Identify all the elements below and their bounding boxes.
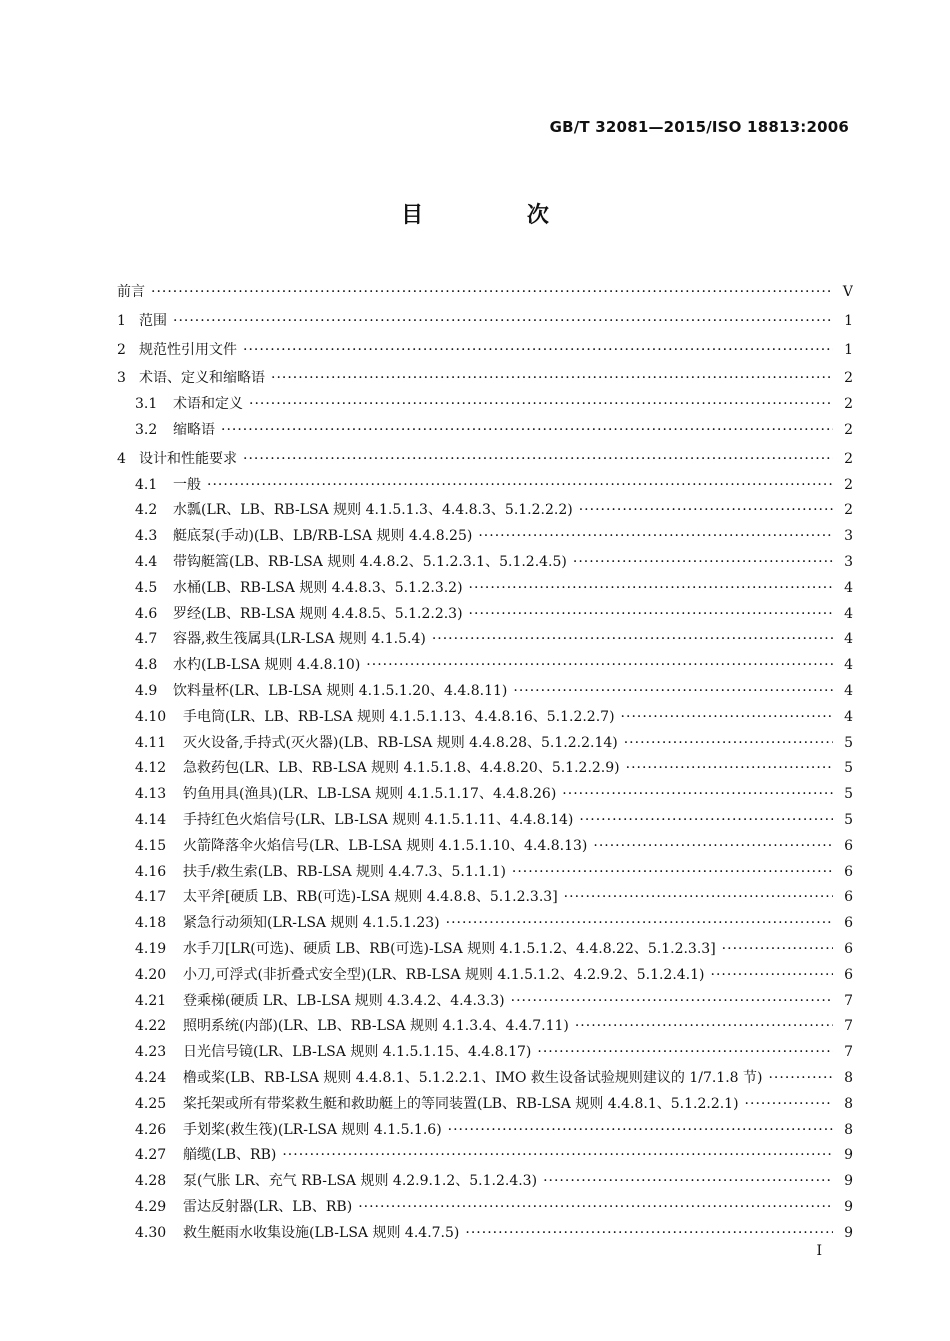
toc-entry-page: 7: [844, 1018, 853, 1035]
toc-entry-label: 前言: [117, 284, 145, 300]
toc-entry[interactable]: [117, 551, 853, 577]
toc-entry[interactable]: [117, 474, 853, 500]
toc-entry-number: 4.29: [135, 1198, 167, 1215]
toc-leader-dots: [621, 709, 833, 725]
toc-entry-page: V: [842, 284, 853, 300]
toc-entry-page: 4: [844, 605, 853, 622]
toc-entry-page: 1: [844, 312, 853, 329]
toc-entry-page: 4: [844, 631, 853, 648]
toc-leader-dots: [511, 993, 833, 1009]
toc-entry[interactable]: [117, 393, 853, 419]
toc-entry-label: 水杓(LB-LSA 规则 4.4.8.10): [173, 657, 361, 674]
toc-entry-number: 3: [117, 370, 126, 387]
toc-entry-number: 4.18: [135, 915, 167, 932]
toc-leader-dots: [624, 735, 833, 751]
toc-entry-number: 4: [117, 450, 126, 467]
toc-entry-label: 日光信号镜(LR、LB-LSA 规则 4.1.5.1.15、4.4.8.17): [183, 1044, 532, 1061]
toc-leader-dots: [562, 786, 833, 802]
toc-entry-label: 范围: [139, 312, 167, 329]
toc-entry[interactable]: [117, 809, 853, 835]
toc-entry[interactable]: [117, 912, 853, 938]
toc-entry-label: 照明系统(内部)(LR、LB、RB-LSA 规则 4.1.3.4、4.4.7.11): [183, 1018, 569, 1035]
toc-entry-number: 4.1: [135, 476, 158, 493]
toc-leader-dots: [243, 342, 833, 358]
toc-entry-number: 4.10: [135, 708, 167, 725]
toc-entry[interactable]: [117, 757, 853, 783]
toc-entry[interactable]: [117, 964, 853, 990]
toc-entry-number: 4.20: [135, 966, 167, 983]
toc-entry-label: 设计和性能要求: [139, 450, 237, 467]
toc-entry-number: 4.3: [135, 528, 158, 545]
toc-leader-dots: [282, 1147, 833, 1163]
toc-entry-label: 术语和定义: [173, 396, 243, 413]
table-of-contents: [117, 281, 853, 1247]
toc-leader-dots: [512, 864, 833, 880]
standard-code: GB/T 32081—2015/ISO 18813:2006: [549, 118, 849, 136]
toc-entry-number: 4.24: [135, 1069, 167, 1086]
toc-entry-page: 9: [844, 1224, 853, 1241]
toc-leader-dots: [243, 451, 833, 467]
toc-entry-number: 4.8: [135, 657, 158, 674]
toc-entry-page: 2: [844, 476, 853, 493]
toc-entry[interactable]: [117, 628, 853, 654]
toc-entry-page: 2: [844, 450, 853, 467]
toc-leader-dots: [768, 1070, 833, 1086]
toc-entry[interactable]: [117, 886, 853, 912]
toc-entry-number: 4.12: [135, 760, 167, 777]
toc-entry-number: 4.17: [135, 889, 167, 906]
toc-entry-label: 艏缆(LB、RB): [183, 1147, 277, 1164]
toc-entry-label: 紧急行动须知(LR-LSA 规则 4.1.5.1.23): [183, 915, 440, 932]
toc-entry[interactable]: [117, 499, 853, 525]
toc-leader-dots: [537, 1044, 833, 1060]
toc-entry-page: 5: [844, 760, 853, 777]
toc-entry-page: 6: [844, 863, 853, 880]
toc-entry[interactable]: [117, 938, 853, 964]
toc-entry[interactable]: [117, 1119, 853, 1145]
toc-entry-number: 4.4: [135, 553, 158, 570]
toc-entry-page: 6: [844, 889, 853, 906]
toc-leader-dots: [469, 606, 833, 622]
toc-entry[interactable]: [117, 783, 853, 809]
toc-entry[interactable]: [117, 1144, 853, 1170]
toc-entry-label: 救生艇雨水收集设施(LB-LSA 规则 4.4.7.5): [183, 1224, 460, 1241]
toc-entry-label: 缩略语: [173, 421, 215, 438]
toc-leader-dots: [221, 422, 833, 438]
toc-leader-dots: [358, 1199, 833, 1215]
toc-entry-number: 4.5: [135, 579, 158, 596]
toc-entry-page: 4: [844, 708, 853, 725]
toc-entry-page: 1: [844, 341, 853, 358]
toc-entry[interactable]: [117, 1067, 853, 1093]
toc-entry[interactable]: [117, 1196, 853, 1222]
toc-entry[interactable]: [117, 310, 853, 336]
toc-entry-number: 4.6: [135, 605, 158, 622]
toc-entry-number: 4.26: [135, 1121, 167, 1138]
toc-entry-number: 4.22: [135, 1018, 167, 1035]
toc-entry-page: 6: [844, 837, 853, 854]
toc-entry-label: 水瓢(LR、LB、RB-LSA 规则 4.1.5.1.3、4.4.8.3、5.1.2.2.2): [173, 502, 573, 519]
toc-entry-label: 扶手/救生索(LB、RB-LSA 规则 4.4.7.3、5.1.1.1): [183, 863, 506, 880]
toc-entry[interactable]: [117, 732, 853, 758]
toc-entry-label: 术语、定义和缩略语: [139, 370, 265, 387]
toc-entry[interactable]: [117, 1041, 853, 1067]
toc-entry-number: 4.19: [135, 940, 167, 957]
toc-leader-dots: [448, 1122, 833, 1138]
toc-entry-label: 手划桨(救生筏)(LR-LSA 规则 4.1.5.1.6): [183, 1121, 442, 1138]
toc-entry-number: 4.30: [135, 1224, 167, 1241]
toc-entry-number: 4.9: [135, 682, 158, 699]
toc-entry-label: 水手刀[LR(可选)、硬质 LB、RB(可选)-LSA 规则 4.1.5.1.2、4.4.8.22、5.1.2.3.3]: [183, 940, 716, 957]
toc-entry-page: 8: [844, 1069, 853, 1086]
toc-leader-dots: [249, 396, 833, 412]
toc-leader-dots: [626, 760, 833, 776]
toc-leader-dots: [513, 683, 833, 699]
toc-leader-dots: [151, 284, 833, 300]
toc-leader-dots: [271, 370, 833, 386]
toc-leader-dots: [446, 915, 833, 931]
toc-entry-label: 泵(气胀 LR、充气 RB-LSA 规则 4.2.9.1.2、5.1.2.4.3): [183, 1173, 538, 1190]
toc-entry[interactable]: [117, 367, 853, 393]
toc-entry-page: 9: [844, 1173, 853, 1190]
toc-entry-label: 艇底泵(手动)(LB、LB/RB-LSA 规则 4.4.8.25): [173, 528, 473, 545]
toc-entry-number: 4.27: [135, 1147, 167, 1164]
toc-leader-dots: [579, 812, 833, 828]
toc-entry-page: 6: [844, 940, 853, 957]
page-folio: I: [816, 1243, 822, 1259]
toc-leader-dots: [573, 554, 833, 570]
toc-entry-page: 5: [844, 734, 853, 751]
toc-entry-page: 6: [844, 915, 853, 932]
toc-entry-page: 3: [844, 528, 853, 545]
toc-entry-label: 罗经(LB、RB-LSA 规则 4.4.8.5、5.1.2.2.3): [173, 605, 463, 622]
toc-leader-dots: [579, 502, 833, 518]
toc-title: 目 次: [401, 203, 597, 228]
toc-entry-page: 6: [844, 966, 853, 983]
toc-entry[interactable]: [117, 861, 853, 887]
toc-entry[interactable]: [117, 448, 853, 474]
toc-entry-label: 桨托架或所有带桨救生艇和救助艇上的等同装置(LB、RB-LSA 规则 4.4.8.1、5.1.2.2.1): [183, 1095, 739, 1112]
toc-leader-dots: [543, 1173, 833, 1189]
toc-entry-number: 4.23: [135, 1044, 167, 1061]
toc-entry[interactable]: [117, 419, 853, 445]
toc-leader-dots: [745, 1096, 833, 1112]
toc-entry-number: 4.21: [135, 992, 167, 1009]
toc-entry-page: 7: [844, 1044, 853, 1061]
toc-leader-dots: [478, 528, 833, 544]
toc-entry-number: 3.2: [135, 421, 158, 438]
toc-entry[interactable]: [117, 339, 853, 365]
toc-entry[interactable]: [117, 706, 853, 732]
toc-entry-page: 5: [844, 786, 853, 803]
toc-entry[interactable]: [117, 1015, 853, 1041]
toc-entry-label: 容器,救生筏属具(LR-LSA 规则 4.1.5.4): [173, 631, 426, 648]
toc-entry-number: 3.1: [135, 396, 158, 413]
toc-entry-page: 7: [844, 992, 853, 1009]
toc-entry-page: 2: [844, 396, 853, 413]
toc-entry-page: 2: [844, 421, 853, 438]
toc-entry-page: 4: [844, 579, 853, 596]
toc-entry-page: 2: [844, 502, 853, 519]
toc-entry[interactable]: [117, 577, 853, 603]
toc-entry[interactable]: [117, 990, 853, 1016]
toc-entry-number: 4.28: [135, 1173, 167, 1190]
toc-entry[interactable]: [117, 281, 853, 307]
toc-entry-number: 4.7: [135, 631, 158, 648]
toc-entry-number: 4.14: [135, 811, 167, 828]
toc-entry-number: 4.25: [135, 1095, 167, 1112]
toc-entry-page: 5: [844, 811, 853, 828]
toc-entry[interactable]: [117, 1093, 853, 1119]
toc-entry-number: 4.16: [135, 863, 167, 880]
toc-leader-dots: [173, 313, 833, 329]
toc-entry-number: 2: [117, 341, 126, 358]
toc-leader-dots: [564, 889, 833, 905]
toc-leader-dots: [575, 1018, 833, 1034]
toc-entry[interactable]: [117, 525, 853, 551]
toc-leader-dots: [593, 838, 833, 854]
toc-entry[interactable]: [117, 835, 853, 861]
toc-entry-label: 火箭降落伞火焰信号(LR、LB-LSA 规则 4.1.5.1.10、4.4.8.13): [183, 837, 588, 854]
toc-entry-number: 4.11: [135, 734, 167, 751]
toc-entry[interactable]: [117, 1170, 853, 1196]
toc-leader-dots: [722, 941, 833, 957]
toc-entry-number: 1: [117, 312, 126, 329]
toc-entry-page: 9: [844, 1147, 853, 1164]
toc-entry-label: 雷达反射器(LR、LB、RB): [183, 1198, 353, 1215]
toc-entry-page: 4: [844, 657, 853, 674]
toc-entry-label: 太平斧[硬质 LB、RB(可选)-LSA 规则 4.4.8.8、5.1.2.3.3]: [183, 889, 558, 906]
toc-entry-page: 8: [844, 1095, 853, 1112]
toc-leader-dots: [469, 580, 833, 596]
toc-entry-number: 4.15: [135, 837, 167, 854]
toc-entry-label: 急救药包(LR、LB、RB-LSA 规则 4.1.5.1.8、4.4.8.20、5.1.2.2.9): [183, 760, 620, 777]
toc-entry-label: 灭火设备,手持式(灭火器)(LB、RB-LSA 规则 4.4.8.28、5.1.2.2.14): [183, 734, 618, 751]
toc-entry-label: 规范性引用文件: [139, 341, 237, 358]
toc-entry-label: 橹或桨(LB、RB-LSA 规则 4.4.8.1、5.1.2.2.1、IMO 救生设备试验规则建议的 1/7.1.8 节): [183, 1069, 763, 1086]
toc-entry-page: 3: [844, 553, 853, 570]
toc-entry-label: 小刀,可浮式(非折叠式安全型)(LR、RB-LSA 规则 4.1.5.1.2、4.2.9.2、5.1.2.4.1): [183, 966, 705, 983]
toc-entry-label: 一般: [173, 476, 201, 493]
toc-leader-dots: [711, 967, 833, 983]
toc-entry-label: 手电筒(LR、LB、RB-LSA 规则 4.1.5.1.13、4.4.8.16、5.1.2.2.7): [183, 708, 615, 725]
toc-entry-page: 4: [844, 682, 853, 699]
toc-entry-label: 带钩艇篙(LB、RB-LSA 规则 4.4.8.2、5.1.2.3.1、5.1.2.4.5): [173, 553, 567, 570]
toc-entry-label: 手持红色火焰信号(LR、LB-LSA 规则 4.1.5.1.11、4.4.8.14): [183, 811, 574, 828]
toc-leader-dots: [207, 477, 833, 493]
toc-entry-label: 水桶(LB、RB-LSA 规则 4.4.8.3、5.1.2.3.2): [173, 579, 463, 596]
toc-entry-label: 登乘梯(硬质 LR、LB-LSA 规则 4.3.4.2、4.4.3.3): [183, 992, 505, 1009]
toc-entry-number: 4.2: [135, 502, 158, 519]
toc-entry-page: 9: [844, 1198, 853, 1215]
toc-entry[interactable]: [117, 603, 853, 629]
toc-entry[interactable]: [117, 680, 853, 706]
toc-entry-page: 2: [844, 370, 853, 387]
toc-entry[interactable]: [117, 1222, 853, 1248]
toc-entry-page: 8: [844, 1121, 853, 1138]
toc-entry[interactable]: [117, 654, 853, 680]
toc-leader-dots: [465, 1225, 833, 1241]
toc-leader-dots: [432, 631, 833, 647]
toc-entry-label: 钓鱼用具(渔具)(LR、LB-LSA 规则 4.1.5.1.17、4.4.8.26): [183, 786, 557, 803]
toc-leader-dots: [366, 657, 833, 673]
toc-entry-number: 4.13: [135, 786, 167, 803]
toc-entry-label: 饮料量杯(LR、LB-LSA 规则 4.1.5.1.20、4.4.8.11): [173, 682, 508, 699]
